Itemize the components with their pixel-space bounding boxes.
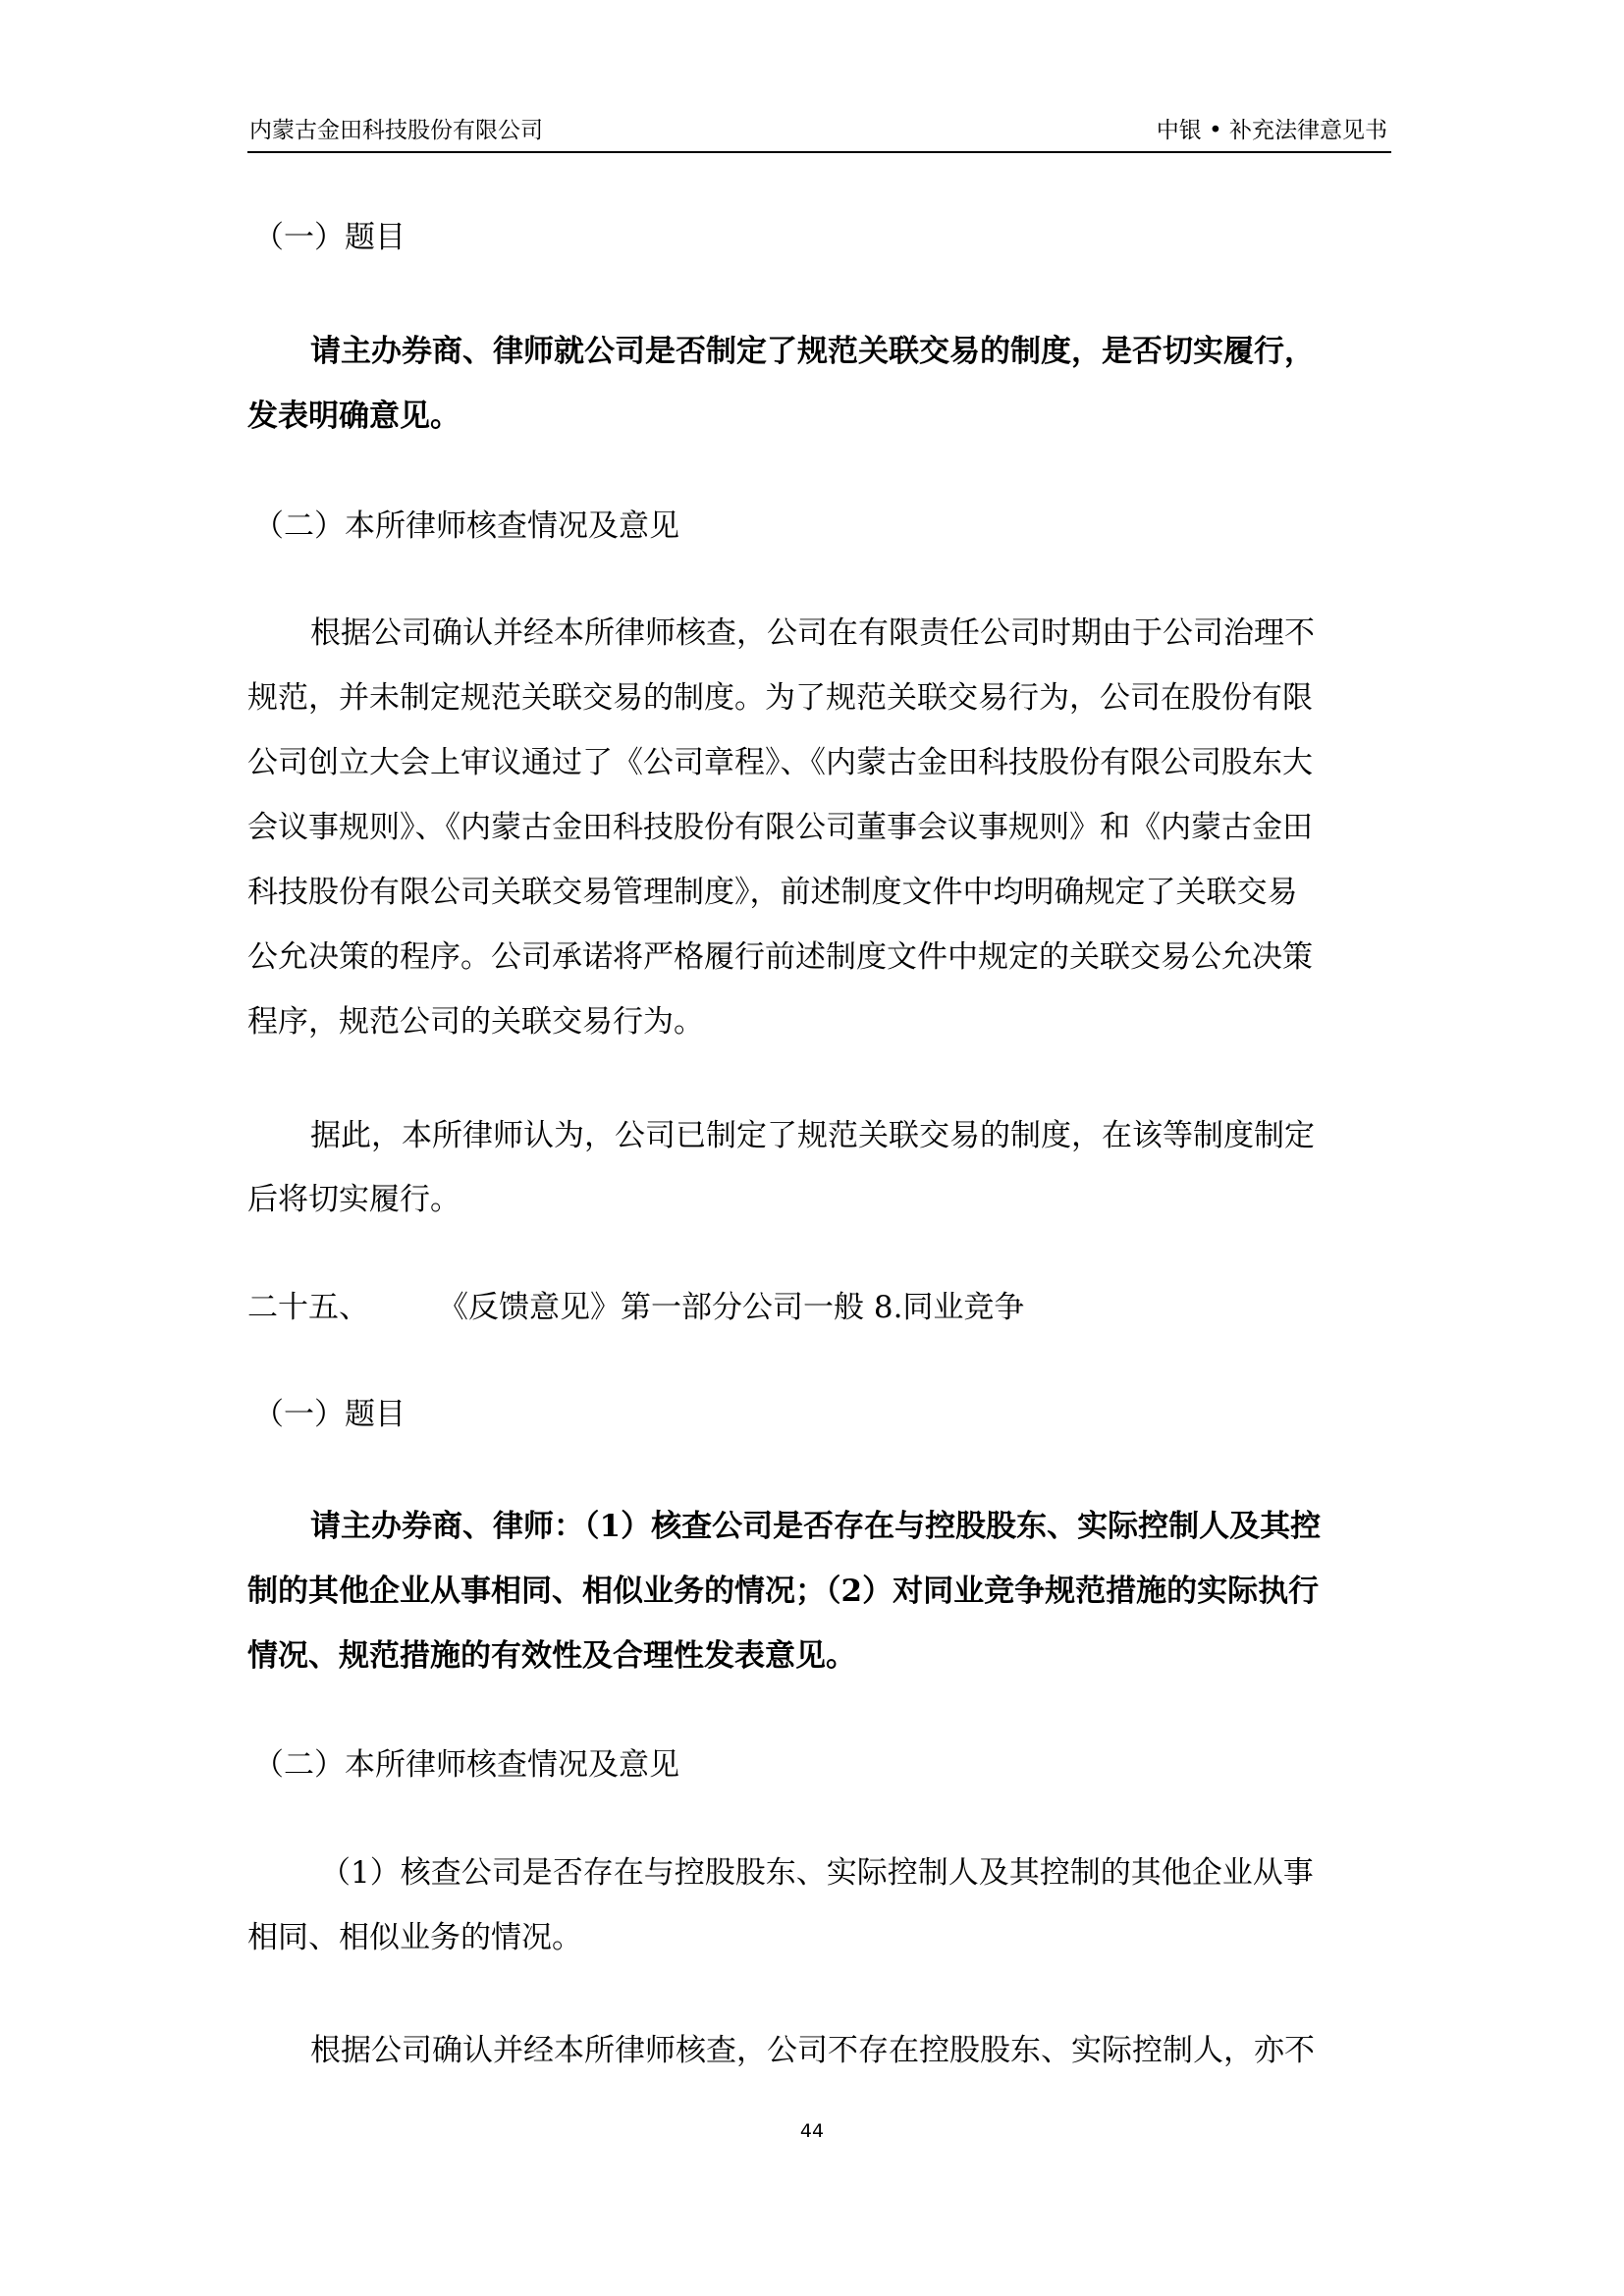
question-text-1-line-1: 请主办券商、律师就公司是否制定了规范关联交易的制度，是否切实履行，: [310, 334, 1315, 369]
opinion-heading-2: （二）本所律师核查情况及意见: [253, 1747, 679, 1783]
section-title: 《反馈意见》第一部分公司一般 8.同业竞争: [438, 1290, 1025, 1325]
item-1-line-2: 相同、相似业务的情况。: [247, 1920, 582, 1955]
question-heading-2: （一）题目: [253, 1397, 406, 1432]
page-number: 44: [799, 2120, 825, 2142]
paragraph-2-line-1: 据此，本所律师认为，公司已制定了规范关联交易的制度，在该等制度制定: [310, 1118, 1315, 1153]
paragraph-3-line-1: 根据公司确认并经本所律师核查，公司不存在控股股东、实际控制人，亦不: [310, 2033, 1315, 2068]
opinion-heading-1: （二）本所律师核查情况及意见: [253, 508, 679, 544]
section-number: 二十五、: [247, 1290, 369, 1325]
paragraph-1-line-5: 科技股份有限公司关联交易管理制度》，前述制度文件中均明确规定了关联交易: [247, 875, 1298, 910]
page-header: [247, 110, 1391, 153]
paragraph-1-line-1: 根据公司确认并经本所律师核查，公司在有限责任公司时期由于公司治理不: [310, 615, 1315, 651]
header-document-title: 中银 • 补充法律意见书: [1156, 118, 1387, 143]
paragraph-1-line-4: 会议事规则》、《内蒙古金田科技股份有限公司董事会议事规则》和《内蒙古金田: [247, 810, 1313, 845]
question-heading-1: （一）题目: [253, 220, 406, 255]
paragraph-1-line-2: 规范，并未制定规范关联交易的制度。为了规范关联交易行为，公司在股份有限: [247, 680, 1313, 716]
paragraph-1-line-7: 程序，规范公司的关联交易行为。: [247, 1004, 704, 1040]
question-text-1-line-2: 发表明确意见。: [247, 399, 460, 434]
header-company-name: 内蒙古金田科技股份有限公司: [249, 118, 543, 143]
question-text-2-line-1: 请主办券商、律师：（1）核查公司是否存在与控股股东、实际控制人及其控: [310, 1509, 1322, 1544]
paragraph-1-line-6: 公允决策的程序。公司承诺将严格履行前述制度文件中规定的关联交易公允决策: [247, 939, 1313, 975]
question-text-2-line-3: 情况、规范措施的有效性及合理性发表意见。: [247, 1638, 856, 1674]
item-1-line-1: （1）核查公司是否存在与控股股东、实际控制人及其控制的其他企业从事: [320, 1855, 1314, 1891]
paragraph-1-line-3: 公司创立大会上审议通过了《公司章程》、《内蒙古金田科技股份有限公司股东大: [247, 745, 1313, 780]
paragraph-2-line-2: 后将切实履行。: [247, 1182, 460, 1217]
question-text-2-line-2: 制的其他企业从事相同、相似业务的情况；（2）对同业竞争规范措施的实际执行: [247, 1574, 1320, 1609]
